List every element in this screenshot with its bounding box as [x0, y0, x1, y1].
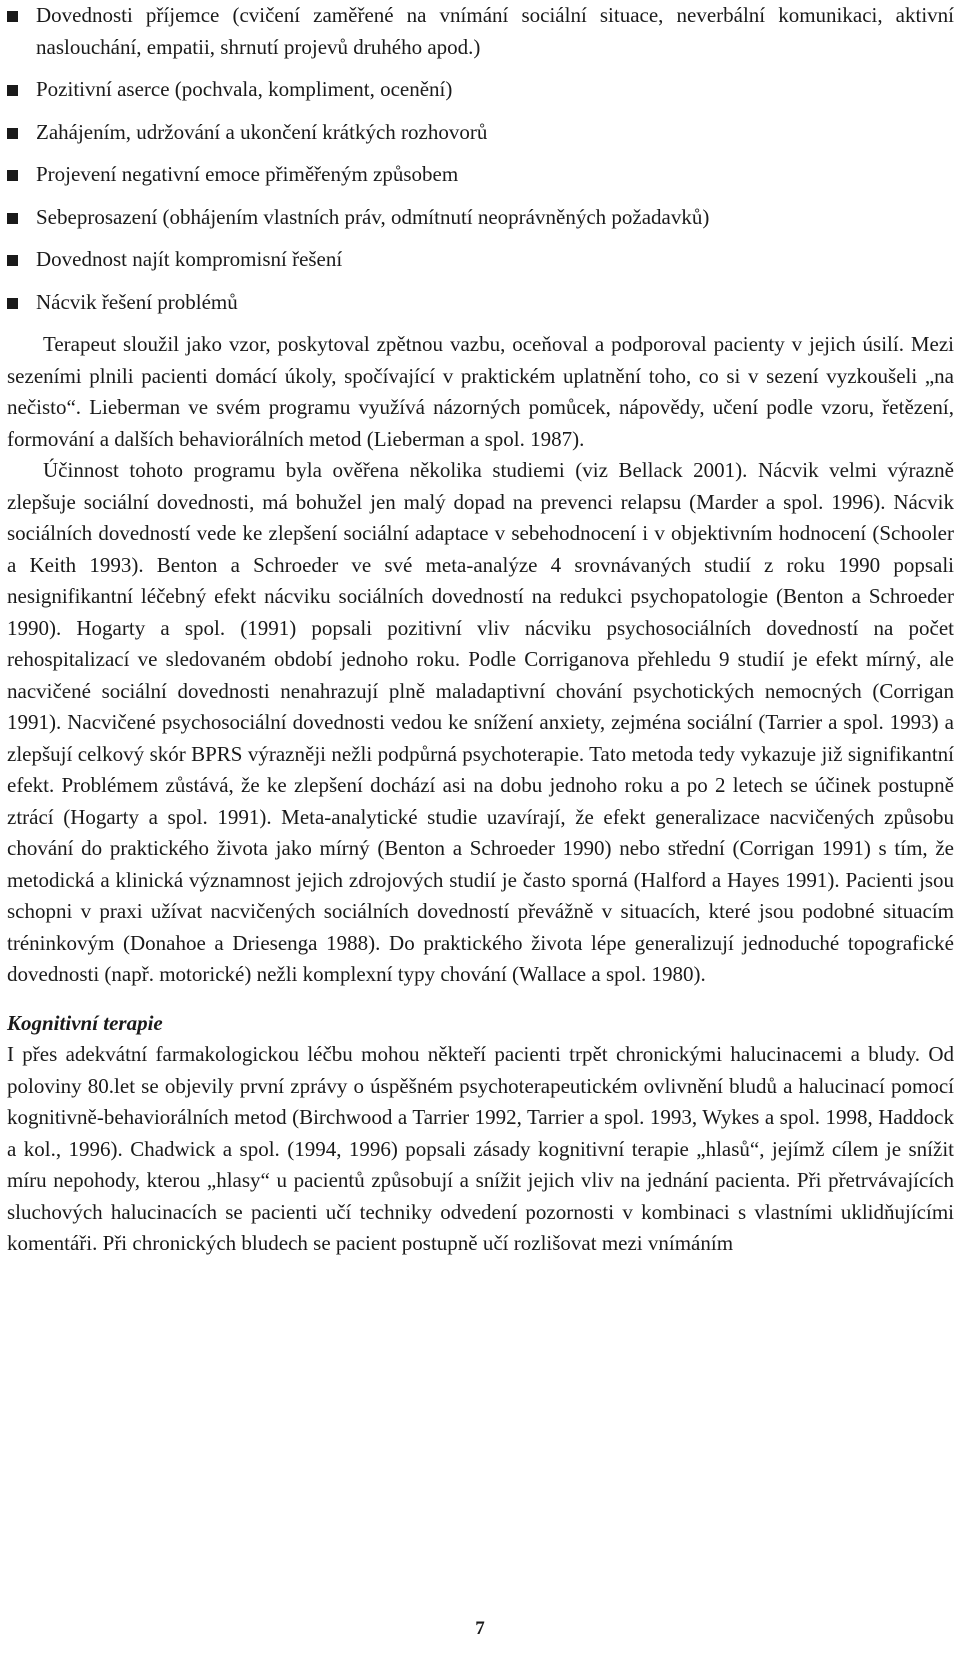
- square-bullet-icon: [7, 11, 18, 22]
- square-bullet-icon: [7, 213, 18, 224]
- square-bullet-icon: [7, 128, 18, 139]
- bullet-text: Zahájením, udržování a ukončení krátkých rozhovorů: [36, 119, 488, 144]
- body-paragraph: Účinnost tohoto programu byla ověřena několika studiemi (viz Bellack 2001). Nácvik velmi výrazně zlepšuje sociální dovednosti, má bohužel jen malý dopad na prevenci relapsu (Marder a spol. 1996). Nácvik sociálních dovedností vede ke zlepšení sociální adaptace v sebehodnocení i v objektivním hodnocení (Schooler a Keith 1993). Benton a Schroeder ve své meta-analýze 4 srovnávaných studií z roku 1990 popsali nesignifikantní léčebný efekt nácviku sociálních dovedností na redukci psychopatologie (Benton a Schroeder 1990). Hogarty a spol. (1991) popsali pozitivní vliv nácviku psychosociálních dovedností na počet rehospitalizací ve sledovaném období jednoho roku. Podle Corriganova přehledu 9 studií je efekt mírný, ale nacvičené sociální dovednosti nenahrazují plně maladaptivní chování psychotických nemocných (Corrigan 1991). Nacvičené psychosociální dovednosti vedou ke snížení anxiety, zejména sociální (Tarrier a spol. 1993) a zlepšují celkový skór BPRS výrazněji nežli podpůrná psychoterapie. Tato metoda tedy vykazuje již signifikantní efekt. Problémem zůstává, že ke zlepšení dochází asi na dobu jednoho roku a po 2 letech se účinek postupně ztrácí (Hogarty a spol. 1991). Meta-analytické studie uzavírají, že efekt generalizace nacvičených způsobu chování do praktického života jako mírný (Benton a Schroeder 1990) nebo střední (Corrigan 1991) s tím, že metodická a klinická významnost jejich zdrojových studií je často sporná (Halford a Hayes 1991). Pacienti jsou schopni v praxi užívat nacvičených sociálních dovedností převážně v situacích, které jsou podobné situacím tréninkovým (Donahoe a Driesenga 1988). Do praktického života lépe generalizují jednoduché topografické dovednosti (např. motorické) nežli komplexní typy chování (Wallace a spol. 1980).: [7, 458, 954, 986]
- bullet-item: [7, 287, 954, 319]
- bullet-text: Nácvik řešení problémů: [36, 289, 238, 314]
- square-bullet-icon: [7, 298, 18, 309]
- bullet-item: [7, 159, 954, 191]
- bullet-text: Sebeprosazení (obhájením vlastních práv, odmítnutí neoprávněných požadavků): [36, 204, 710, 229]
- bullet-item: [7, 202, 954, 234]
- bullet-item: [7, 244, 954, 276]
- bullet-text: Dovednosti příjemce (cvičení zaměřené na vnímání sociální situace, neverbální komunikaci, aktivní naslouchání, empatii, shrnutí projevů druhého apod.): [36, 3, 954, 59]
- body-paragraph: Terapeut sloužil jako vzor, poskytoval zpětnou vazbu, oceňoval a podporoval pacienty v jejich úsilí. Mezi sezeními plnili pacienti domácí úkoly, spočívající v praktickém uplatnění toho, co si v sezení vyzkoušeli „na nečisto“. Lieberman ve svém programu využívá názorných pomůcek, nápovědy, učení podle vzoru, řetězení, formování a dalších behaviorálních metod (Lieberman a spol. 1987).: [7, 332, 954, 451]
- page-content: [7, 0, 954, 1260]
- square-bullet-icon: [7, 85, 18, 96]
- skills-bullet-list: [7, 0, 954, 318]
- bullet-item: [7, 74, 954, 106]
- square-bullet-icon: [7, 255, 18, 266]
- bullet-item: [7, 0, 954, 63]
- page-number: 7: [475, 1618, 485, 1639]
- bullet-text: Pozitivní aserce (pochvala, kompliment, ocenění): [36, 77, 453, 101]
- square-bullet-icon: [7, 170, 18, 181]
- bullet-text: Projevení negativní emoce přiměřeným způsobem: [36, 162, 459, 186]
- section-heading: Kognitivní terapie: [7, 1010, 163, 1035]
- bullet-item: [7, 117, 954, 149]
- body-paragraph: I přes adekvátní farmakologickou léčbu mohou někteří pacienti trpět chronickými halucinacemi a bludy. Od poloviny 80.let se objevily první zprávy o úspěšném psychoterapeutickém ovlivnění bludů a halucinací pomocí kognitivně-behaviorálních metod (Birchwood a Tarrier 1992, Tarrier a spol. 1993, Wykes a spol. 1998, Haddock a kol., 1996). Chadwick a spol. (1994, 1996) popsali zásady kognitivní terapie „hlasů“, jejímž cílem je snížit míru nepohody, kterou „hlasy“ u pacientů způsobují a snížit jejich vliv na jednání pacienta. Při přetrvávajících sluchových halucinacích se pacienti učí techniky odvedení pozornosti v kombinaci s vlastními uklidňujícími komentáři. Při chronických bludech se pacient postupně učí rozlišovat mezi vnímáním: [7, 1042, 954, 1255]
- bullet-text: Dovednost najít kompromisní řešení: [36, 247, 343, 271]
